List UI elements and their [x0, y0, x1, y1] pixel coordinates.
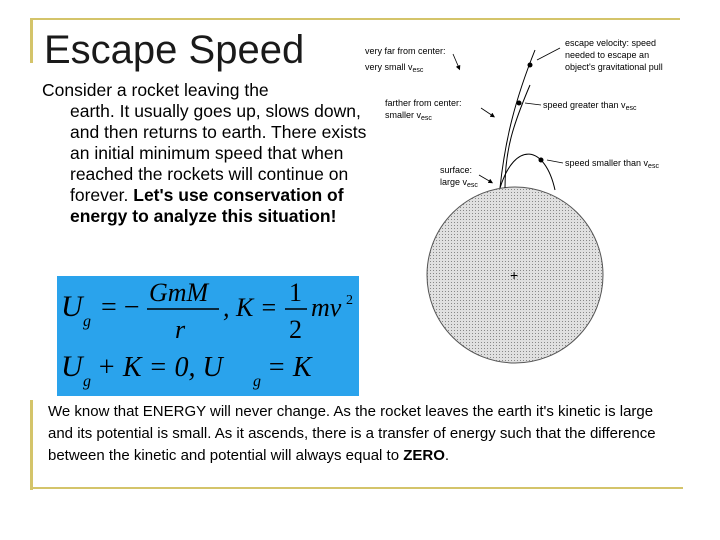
label-greater: speed greater than $v_{esc}$: [543, 100, 637, 112]
bottom-paragraph: [48, 401, 668, 467]
return-point: [539, 158, 544, 163]
eq-minus: = −: [101, 292, 140, 323]
arrow-escape: [537, 48, 560, 60]
label-surface-1: surface:: [440, 165, 473, 175]
label-farther-1: farther from center:: [385, 98, 462, 108]
bottom-plain: We know that ENERGY will never change. As the rocket leaves the earth it's kinetic is large and its potential is small. As it ascends, there is a transfer of energy such that the difference between the kinetic and potential will always equal to: [48, 403, 656, 464]
eq-K: , K =: [223, 293, 278, 322]
left-border-bottom: [30, 400, 33, 490]
eq-g-sub: g: [83, 313, 91, 330]
eq-one: 1: [289, 278, 302, 307]
return-trajectory: [500, 154, 555, 190]
label-farther-2: smaller $v_{esc}$: [385, 110, 432, 122]
slide-title: Escape Speed: [44, 28, 305, 72]
label-escape-2: needed to escape an: [565, 50, 650, 60]
eq2-end: = K: [267, 352, 312, 383]
label-far-1: very far from center:: [365, 46, 446, 56]
equations-svg: [57, 276, 359, 396]
bottom-zero: ZERO: [403, 447, 445, 464]
eq2-g-sub-2: g: [253, 373, 261, 390]
intro-rest-plain: earth. It usually goes up, slows down, and then returns to earth. There exists an initial minimum speed that when reached the rockets will continue on forever.: [70, 101, 367, 205]
intro-line-1: Consider a rocket leaving the: [42, 80, 269, 100]
arrow-far: [453, 54, 459, 68]
eq2-U: U: [61, 350, 83, 383]
intro-text: [42, 80, 372, 227]
label-surface-2: large $v_{esc}$: [440, 177, 478, 189]
bottom-border: [33, 487, 683, 489]
label-far-2: very small $v_{esc}$: [365, 62, 424, 74]
label-smaller: speed smaller than $v_{esc}$: [565, 158, 659, 170]
label-escape-1: escape velocity: speed: [565, 38, 657, 48]
escape-point: [528, 63, 533, 68]
greater-point: [517, 101, 522, 106]
arrow-farther: [481, 108, 493, 116]
top-border: [30, 18, 680, 20]
eq-square: 2: [346, 293, 353, 308]
escape-diagram: [355, 30, 685, 380]
arrow-surface: [479, 175, 491, 182]
label-escape-3: object's gravitational pull: [565, 62, 663, 72]
eq2-middle: + K = 0, U: [97, 352, 223, 383]
eq-GmM: GmM: [149, 278, 209, 307]
eq-two: 2: [289, 315, 302, 344]
eq-r: r: [175, 315, 186, 344]
escape-trajectory: [500, 50, 535, 188]
intro-rest: [42, 101, 372, 227]
eq-mv: mv: [311, 293, 342, 322]
arrow-smaller: [547, 160, 563, 163]
left-border-top: [30, 18, 33, 63]
earth-center-mark: +: [510, 267, 519, 283]
arrow-greater: [525, 103, 541, 105]
eq-U: U: [61, 290, 83, 323]
eq2-g-sub: g: [83, 373, 91, 390]
equation-box: [57, 276, 359, 396]
bottom-end: .: [444, 447, 450, 464]
intro-rest-bold: Let's use conservation of energy to analyze this situation!: [70, 185, 344, 226]
